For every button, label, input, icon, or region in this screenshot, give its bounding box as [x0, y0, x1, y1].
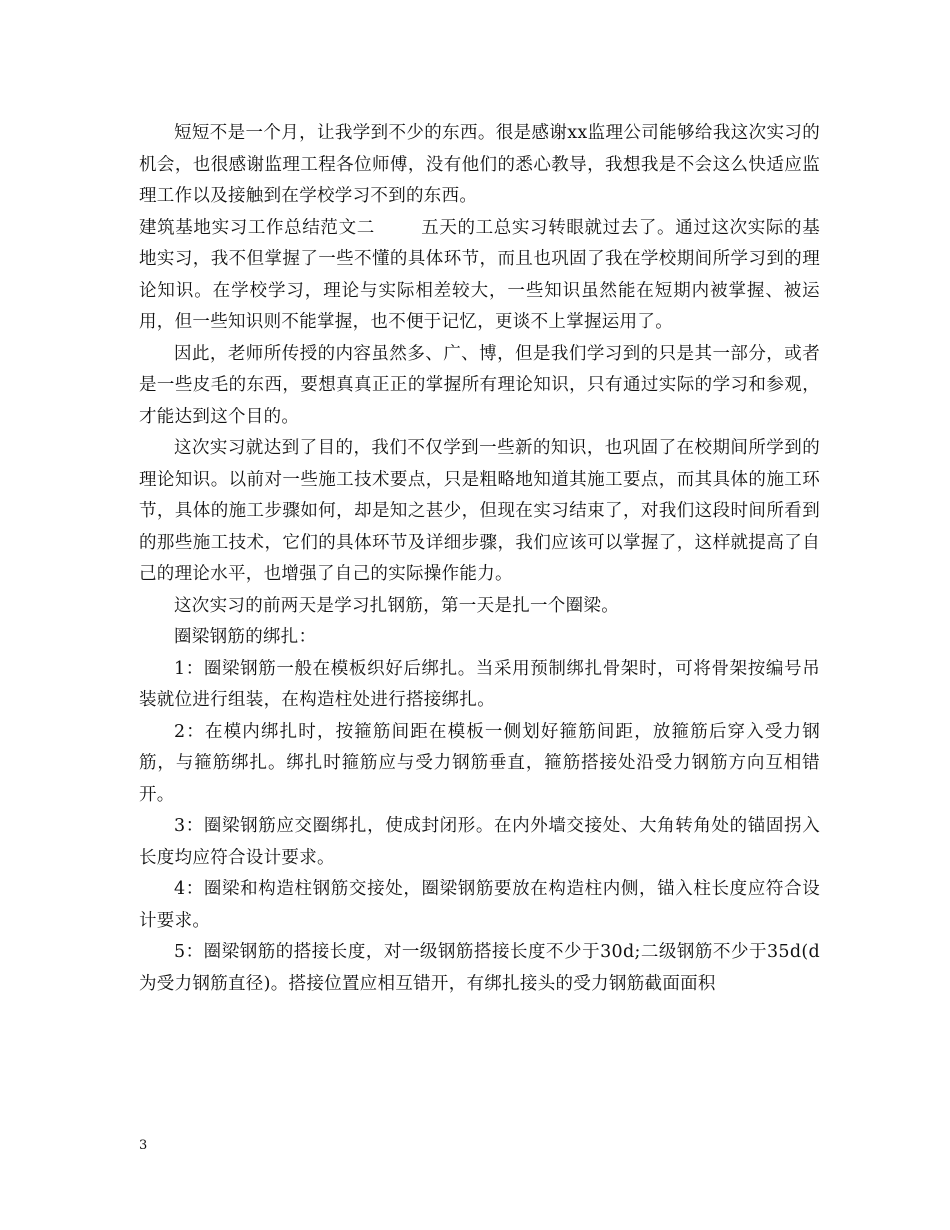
paragraph-1: 短短不是一个月，让我学到不少的东西。很是感谢xx监理公司能够给我这次实习的机会，也很感谢监理工程各位师傅，没有他们的悉心教导，我想我是不会这么快适应监理工作以及接触到在学校学习不到的东西。 [139, 123, 820, 206]
page-number: 3 [139, 1138, 148, 1153]
list-item-1: 1：圈梁钢筋一般在模板织好后绑扎。当采用预制绑扎骨架时，可将骨架按编号吊装就位进行组装，在构造柱处进行搭接绑扎。 [139, 658, 820, 710]
document-body [139, 118, 820, 1000]
list-item-5: 5：圈梁钢筋的搭接长度，对一级钢筋搭接长度不少于30d;二级钢筋不少于35d(d为受力钢筋直径)。搭接位置应相互错开，有绑扎接头的受力钢筋截面面积 [139, 942, 820, 994]
list-item-2: 2：在模内绑扎时，按箍筋间距在模板一侧划好箍筋间距，放箍筋后穿入受力钢筋，与箍筋绑扎。绑扎时箍筋应与受力钢筋垂直，箍筋搭接处沿受力钢筋方向互相错开。 [139, 721, 820, 805]
list-item-3: 3：圈梁钢筋应交圈绑扎，使成封闭形。在内外墙交接处、大角转角处的锚固拐入长度均应符合设计要求。 [139, 816, 820, 868]
paragraph-4: 这次实习就达到了目的，我们不仅学到一些新的知识，也巩固了在校期间所学到的理论知识。以前对一些施工技术要点，只是粗略地知道其施工要点，而其具体的施工环节，具体的施工步骤如何，却是知之甚少，但现在实习结束了，对我们这段时间所看到的那些施工技术，它们的具体环节及详细步骤，我们应该可以掌握了，这样就提高了自己的理论水平，也增强了自己的实际操作能力。 [139, 438, 820, 584]
list-item-4: 4：圈梁和构造柱钢筋交接处，圈梁钢筋要放在构造柱内侧，锚入柱长度应符合设计要求。 [139, 879, 820, 931]
paragraph-2 [139, 213, 820, 339]
paragraph-6: 圈梁钢筋的绑扎： [174, 627, 317, 647]
section-heading: 建筑基地实习工作总结范文二 [139, 217, 375, 238]
paragraph-5: 这次实习的前两天是学习扎钢筋，第一天是扎一个圈梁。 [174, 595, 619, 616]
paragraph-2-text: 五天的工总实习转眼就过去了。通过这次实际的基地实习，我不但掌握了一些不懂的具体环节，而且也巩固了我在学校期间所学习到的理论知识。在学校学习，理论与实际相差较大，一些知识虽然能在短期内被掌握、被运用，但一些知识则不能掌握，也不便于记忆，更谈不上掌握运用了。 [139, 217, 820, 332]
paragraph-3: 因此，老师所传授的内容虽然多、广、博，但是我们学习到的只是其一部分，或者是一些皮毛的东西，要想真真正正的掌握所有理论知识，只有通过实际的学习和参观，才能达到这个目的。 [139, 343, 820, 427]
